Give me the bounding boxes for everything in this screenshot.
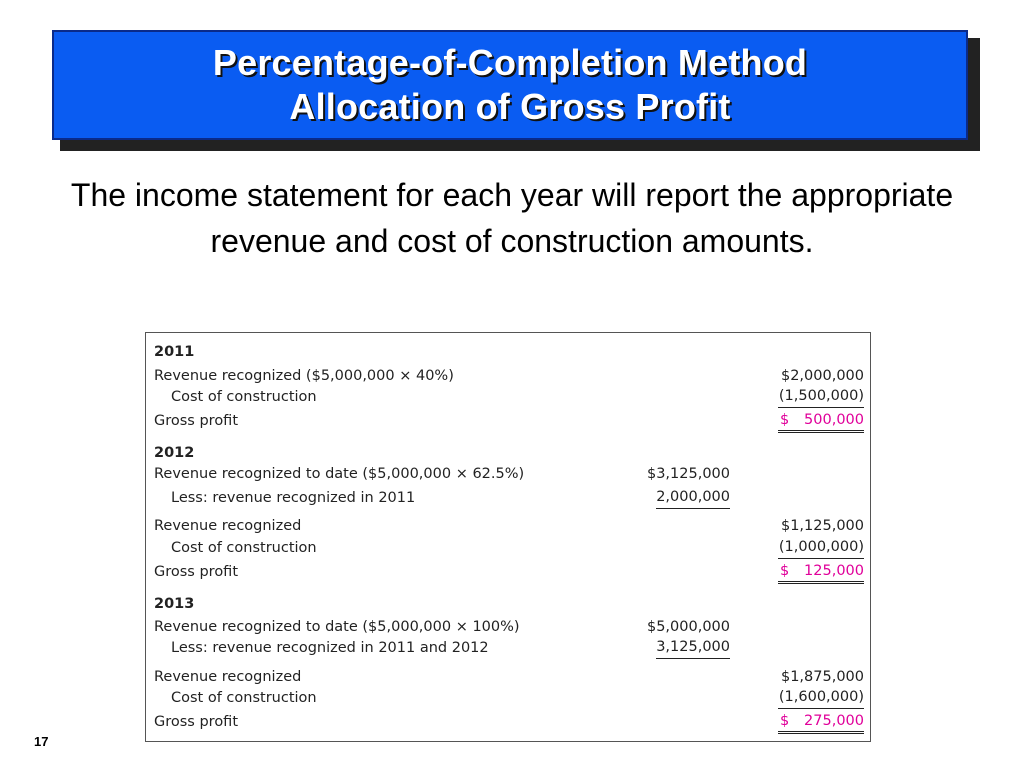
gross-profit-row: [146, 711, 870, 733]
less-label: Less: revenue recognized in 2011 and 2012: [171, 640, 489, 656]
year-heading: 2011: [154, 344, 195, 360]
currency-symbol: $: [780, 563, 790, 579]
to-date-label: Revenue recognized to date ($5,000,000 × 62.5%): [154, 466, 525, 482]
cost-label: Cost of construction: [171, 540, 317, 556]
cost-row: [146, 687, 870, 709]
currency-symbol: $: [780, 412, 790, 428]
gross-profit-amount: [778, 561, 864, 584]
gross-profit-label: Gross profit: [154, 564, 239, 580]
to-date-row: [146, 463, 870, 485]
revenue-value: $1,125,000: [780, 518, 864, 534]
gross-profit-value: 275,000: [804, 713, 864, 729]
less-value: 3,125,000: [656, 637, 730, 659]
cost-value: (1,500,000): [778, 386, 864, 408]
year-heading-row: [146, 341, 870, 363]
title-line-1: Percentage-of-Completion Method: [212, 42, 808, 83]
income-statement-table: [145, 332, 871, 742]
to-date-value: $3,125,000: [646, 466, 730, 482]
cost-value: (1,600,000): [778, 687, 864, 709]
less-row: [146, 487, 870, 509]
gross-profit-amount: [778, 711, 864, 734]
less-row: [146, 637, 870, 659]
gross-profit-row: [146, 410, 870, 432]
cost-label: Cost of construction: [171, 389, 317, 405]
title-line-2: Allocation of Gross Profit: [289, 86, 731, 127]
revenue-row: [146, 666, 870, 688]
revenue-label: Revenue recognized: [154, 669, 302, 685]
revenue-value: $2,000,000: [780, 368, 864, 384]
less-label: Less: revenue recognized in 2011: [171, 490, 416, 506]
less-value: 2,000,000: [656, 487, 730, 509]
cost-label: Cost of construction: [171, 690, 317, 706]
year-heading: 2012: [154, 445, 195, 461]
cost-row: [146, 386, 870, 408]
to-date-row: [146, 616, 870, 638]
revenue-row: [146, 515, 870, 537]
gross-profit-value: 500,000: [804, 412, 864, 428]
revenue-label: Revenue recognized ($5,000,000 × 40%): [154, 368, 454, 384]
year-heading-row: [146, 593, 870, 615]
cost-row: [146, 537, 870, 559]
to-date-label: Revenue recognized to date ($5,000,000 × 100%): [154, 619, 520, 635]
revenue-value: $1,875,000: [780, 669, 864, 685]
body-text: The income statement for each year will report the appropriate revenue and cost of construction amounts.: [70, 177, 954, 259]
cost-value: (1,000,000): [778, 537, 864, 559]
revenue-row: [146, 365, 870, 387]
gross-profit-amount: [778, 410, 864, 433]
to-date-value: $5,000,000: [646, 619, 730, 635]
title-banner: [52, 30, 968, 140]
gross-profit-label: Gross profit: [154, 413, 239, 429]
slide-number: 17: [34, 734, 49, 749]
currency-symbol: $: [780, 713, 790, 729]
year-heading-row: [146, 442, 870, 464]
gross-profit-row: [146, 561, 870, 583]
gross-profit-label: Gross profit: [154, 714, 239, 730]
year-heading: 2013: [154, 596, 195, 612]
gross-profit-value: 125,000: [804, 563, 864, 579]
revenue-label: Revenue recognized: [154, 518, 302, 534]
